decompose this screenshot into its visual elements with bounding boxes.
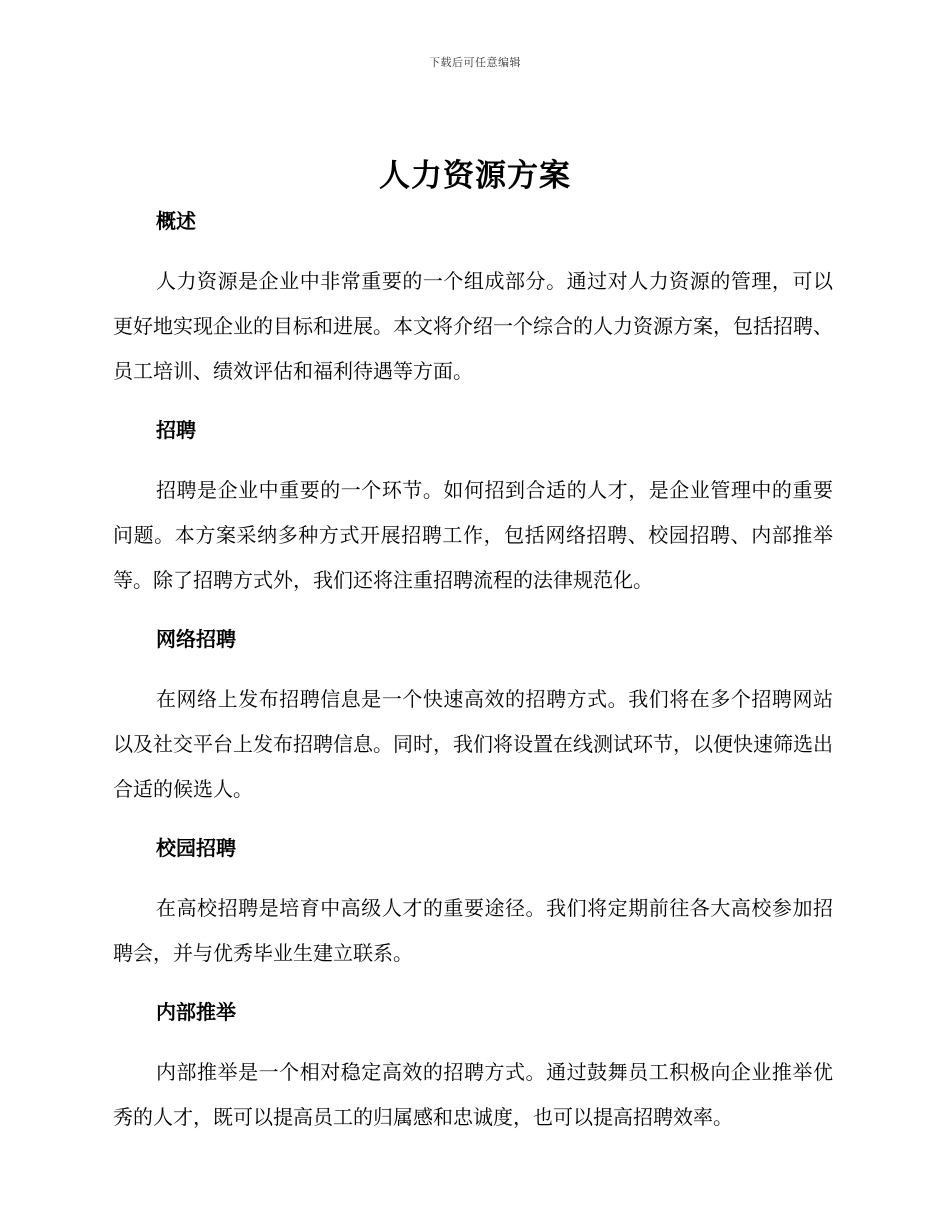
section-paragraph: 内部推举是一个相对稳定高效的招聘方式。通过鼓舞员工积极向企业推举优秀的人才，既可以提高员工的归属感和忠诚度，也可以提高招聘效率。 bbox=[113, 1060, 833, 1129]
section-paragraph: 招聘是企业中重要的一个环节。如何招到合适的人才，是企业管理中的重要问题。本方案采纳多种方式开展招聘工作，包括网络招聘、校园招聘、内部推举等。除了招聘方式外，我们还将注重招聘流程的法律规范化。 bbox=[113, 478, 833, 592]
section-online-recruitment bbox=[113, 623, 833, 832]
header-note: 下载后可任意编辑 bbox=[429, 56, 521, 69]
section-heading: 内部推举 bbox=[156, 1000, 236, 1024]
document-title: 人力资源方案 bbox=[379, 158, 571, 194]
document-body bbox=[113, 205, 833, 1140]
section-internal-referral bbox=[113, 996, 833, 1140]
section-paragraph: 在网络上发布招聘信息是一个快速高效的招聘方式。我们将在多个招聘网站以及社交平台上发布招聘信息。同时，我们将设置在线测试环节，以便快速筛选出合适的候选人。 bbox=[113, 687, 833, 801]
section-heading: 招聘 bbox=[156, 418, 196, 442]
section-recruitment bbox=[113, 414, 833, 623]
section-heading: 概述 bbox=[156, 209, 196, 233]
section-campus-recruitment bbox=[113, 832, 833, 996]
section-paragraph: 人力资源是企业中非常重要的一个组成部分。通过对人力资源的管理，可以更好地实现企业的目标和进展。本文将介绍一个综合的人力资源方案，包括招聘、员工培训、绩效评估和福利待遇等方面。 bbox=[113, 269, 833, 383]
section-heading: 校园招聘 bbox=[156, 836, 236, 860]
section-paragraph: 在高校招聘是培育中高级人才的重要途径。我们将定期前往各大高校参加招聘会，并与优秀毕业生建立联系。 bbox=[113, 896, 833, 965]
section-overview bbox=[113, 205, 833, 414]
section-heading: 网络招聘 bbox=[156, 627, 236, 651]
